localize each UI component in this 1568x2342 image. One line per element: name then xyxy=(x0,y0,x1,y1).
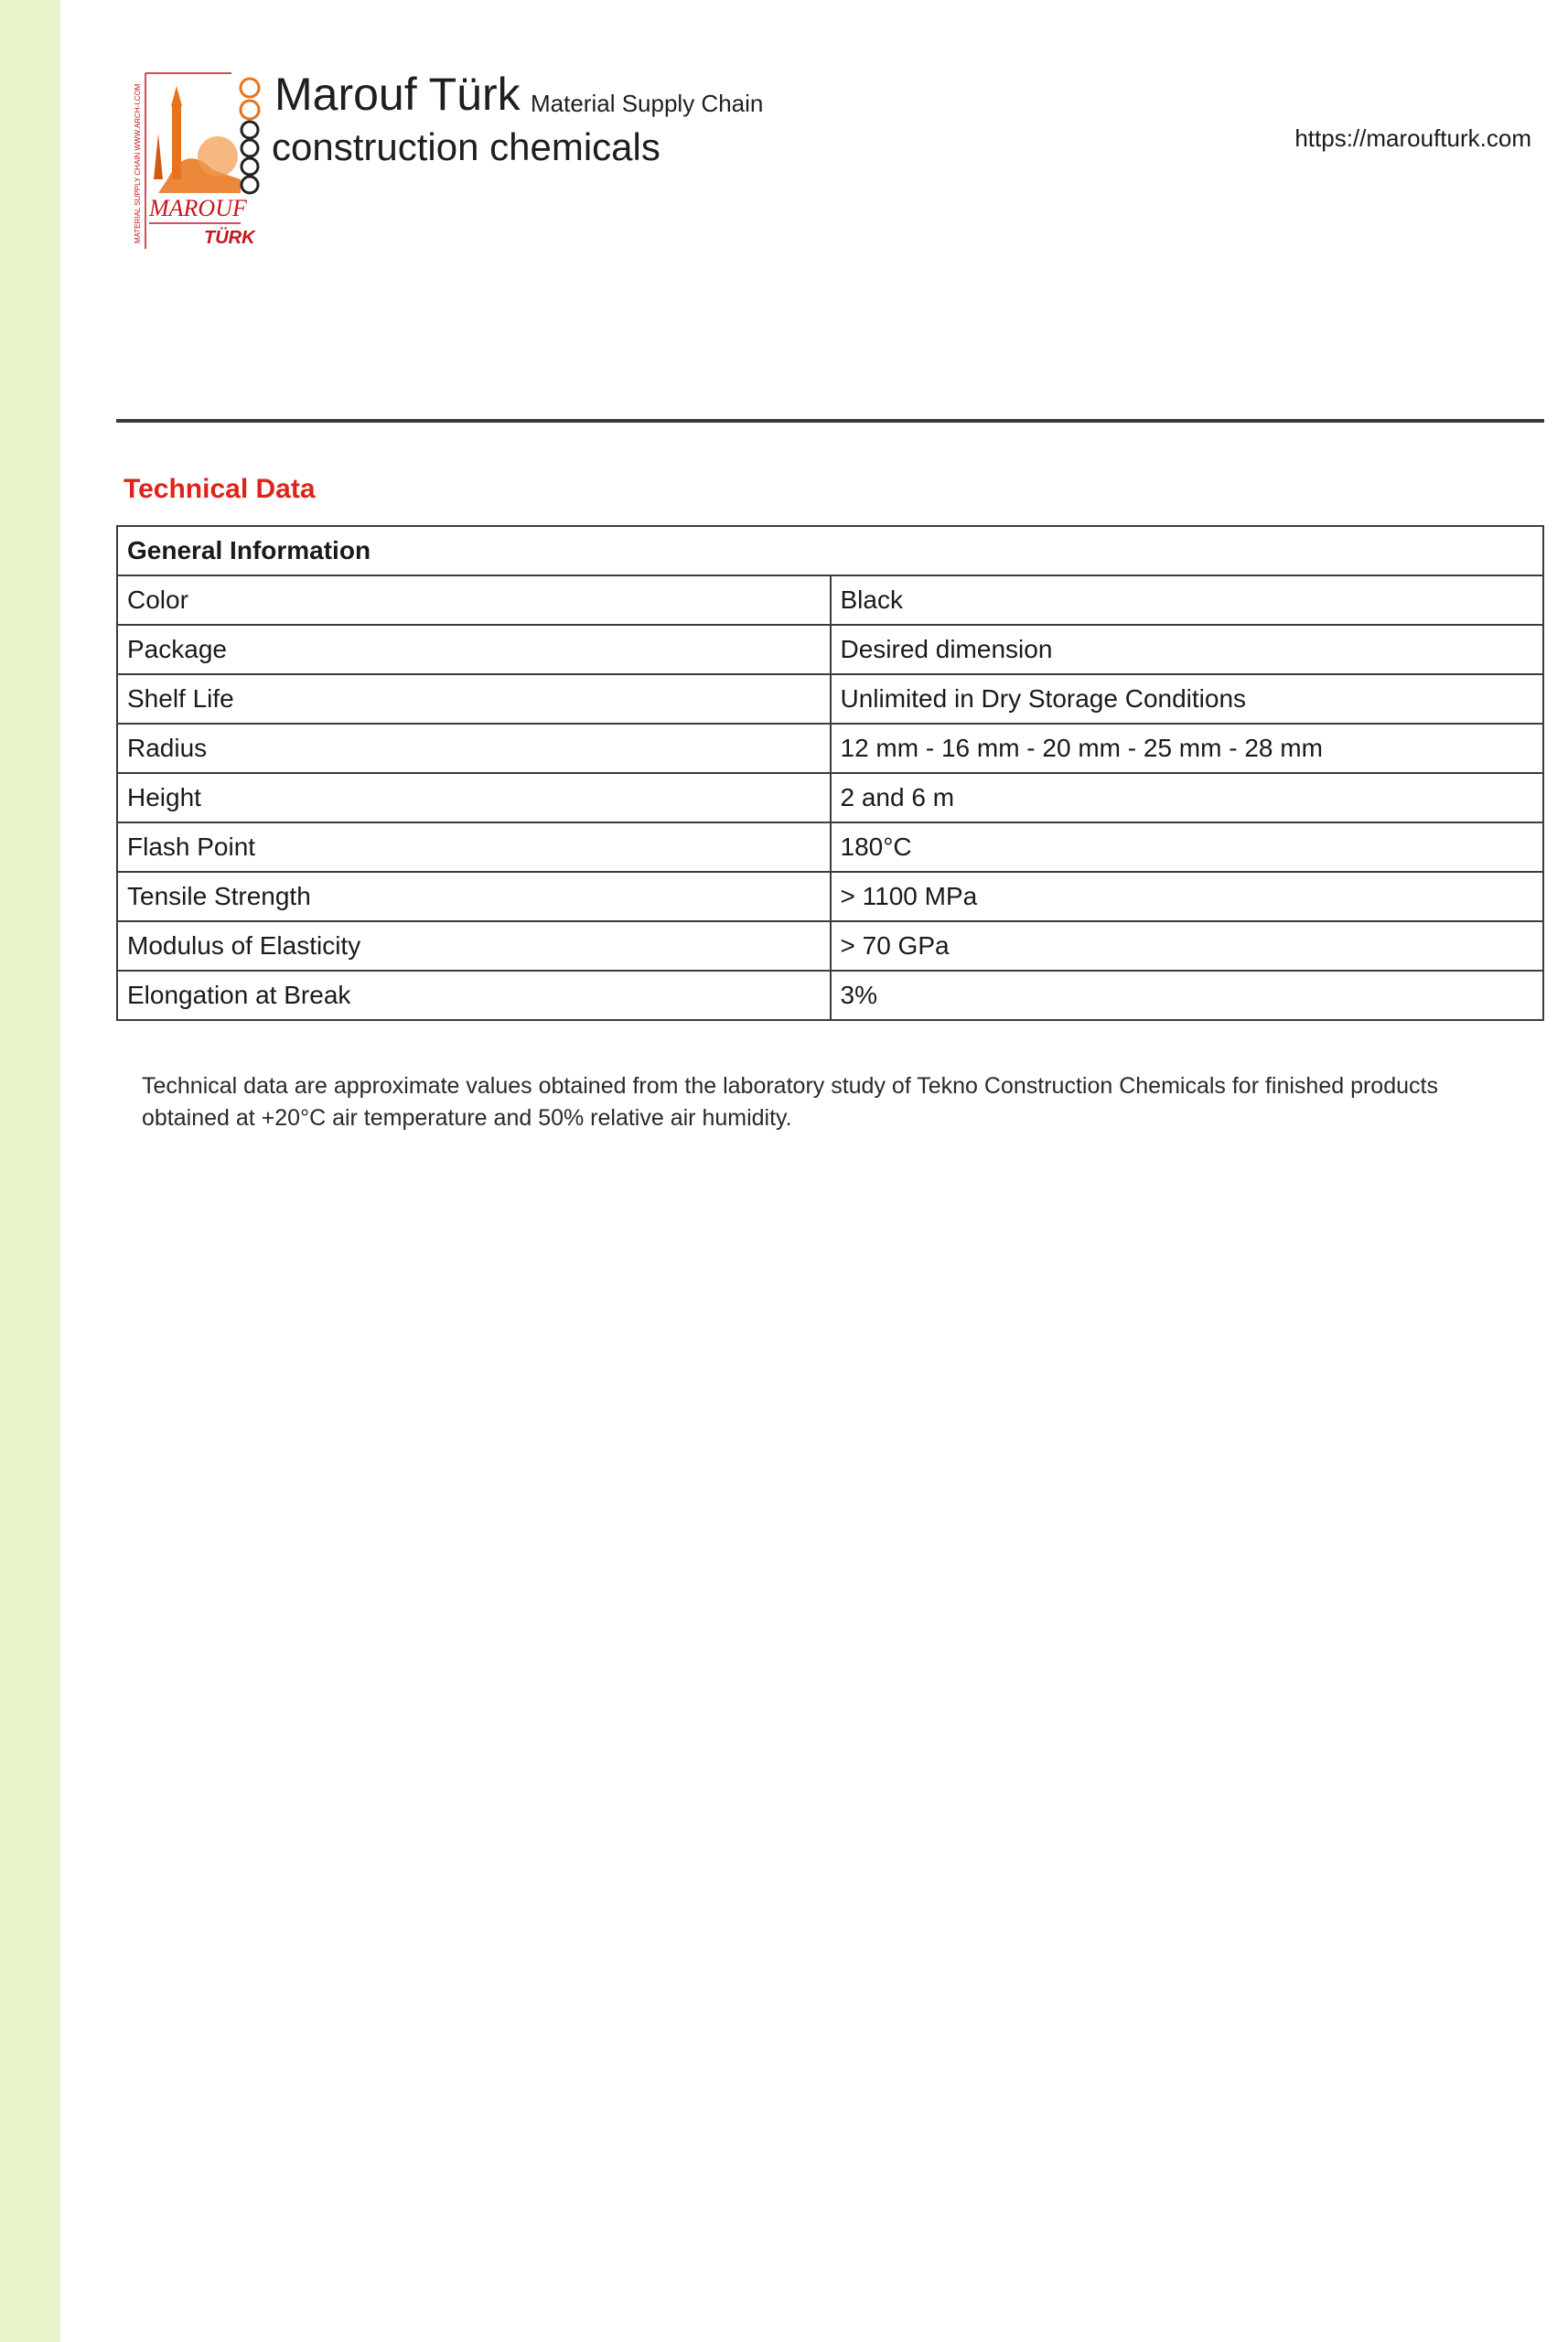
row-label: Radius xyxy=(117,724,831,773)
row-label: Shelf Life xyxy=(117,674,831,724)
row-label: Color xyxy=(117,575,831,625)
svg-text:MATERIAL SUPPLY CHAIN WWW.ARCH: MATERIAL SUPPLY CHAIN WWW.ARCH-I.COM xyxy=(134,83,142,243)
side-color-band xyxy=(0,0,60,2342)
table-row xyxy=(117,921,1543,971)
row-label: Tensile Strength xyxy=(117,872,831,921)
table-row xyxy=(117,625,1543,674)
row-value: 12 mm - 16 mm - 20 mm - 25 mm - 28 mm xyxy=(831,724,1544,773)
technical-data-table xyxy=(116,525,1544,1021)
table-row xyxy=(117,872,1543,921)
row-value: 180°C xyxy=(831,822,1544,872)
table-row xyxy=(117,724,1543,773)
header-divider xyxy=(116,419,1544,423)
row-value: > 70 GPa xyxy=(831,921,1544,971)
row-value: > 1100 MPa xyxy=(831,872,1544,921)
section-title: Technical Data xyxy=(124,474,316,504)
svg-text:TÜRK: TÜRK xyxy=(204,228,255,248)
table-row xyxy=(117,971,1543,1020)
table-row xyxy=(117,773,1543,822)
technical-footnote: Technical data are approximate values obtained from the laboratory study of Tekno Construction Chemicals for finished products obtained at +20°C air temperature and 50% relative air humidity. xyxy=(142,1073,1438,1131)
group-header: General Information xyxy=(117,526,1543,575)
svg-text:MAROUF: MAROUF xyxy=(149,195,247,221)
row-label: Elongation at Break xyxy=(117,971,831,1020)
row-label: Height xyxy=(117,773,831,822)
table-header-row xyxy=(117,526,1543,575)
row-value: 2 and 6 m xyxy=(831,773,1544,822)
website-url[interactable]: https://maroufturk.com xyxy=(1294,124,1531,152)
row-value: 3% xyxy=(831,971,1544,1020)
brand-subtitle: construction chemicals xyxy=(272,125,660,168)
table-row xyxy=(117,674,1543,724)
row-label: Flash Point xyxy=(117,822,831,872)
row-value: Desired dimension xyxy=(831,625,1544,674)
brand-tagline: Material Supply Chain xyxy=(531,90,764,117)
row-value: Black xyxy=(831,575,1544,625)
brand-name: Marouf Türk xyxy=(274,69,521,120)
table-row xyxy=(117,822,1543,872)
marouf-turk-logo xyxy=(131,70,270,252)
row-value: Unlimited in Dry Storage Conditions xyxy=(831,674,1544,724)
row-label: Modulus of Elasticity xyxy=(117,921,831,971)
table-row xyxy=(117,575,1543,625)
row-label: Package xyxy=(117,625,831,674)
